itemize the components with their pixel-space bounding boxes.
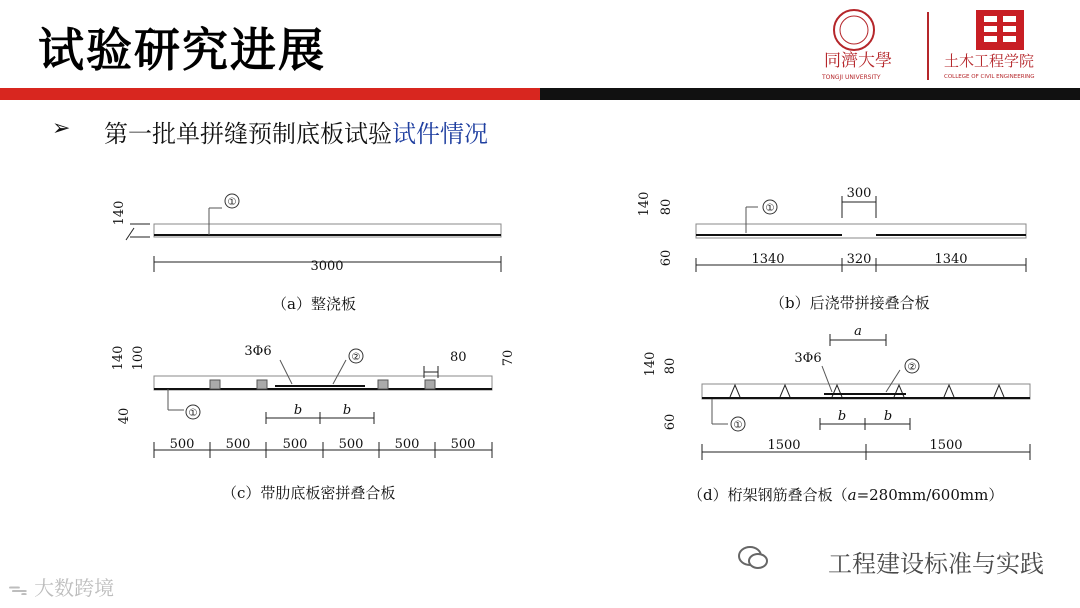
drawing-d-dim-total: 140 bbox=[643, 351, 658, 377]
drawing-c-span: 500 bbox=[394, 437, 420, 452]
caption-b: （b）后浇带拼接叠合板 bbox=[770, 294, 930, 312]
caption-d bbox=[688, 484, 1003, 505]
tongji-logo-subtext: TONGJI UNIVERSITY bbox=[822, 74, 881, 81]
drawing-c-span: 500 bbox=[338, 437, 364, 452]
caption-d-prefix: （d）桁架钢筋叠合板（ bbox=[688, 486, 848, 504]
watermark-left-icon: ᯓ bbox=[8, 576, 35, 600]
drawing-c-b2: b bbox=[342, 403, 352, 418]
drawing-b-dim-left: 1340 bbox=[751, 252, 785, 267]
drawing-b-dim-total: 140 bbox=[637, 191, 652, 217]
drawing-d-dim-right: 1500 bbox=[929, 438, 963, 453]
bullet-text-highlight: 试件情况 bbox=[392, 120, 488, 148]
drawing-d-rebar: 3Φ6 bbox=[794, 351, 822, 366]
drawing-b-dim-right: 1340 bbox=[934, 252, 968, 267]
drawing-c-span: 500 bbox=[169, 437, 195, 452]
drawing-d-dim-a: a bbox=[854, 324, 862, 339]
drawing-c-b1: b bbox=[293, 403, 303, 418]
drawing-d-dim-bottom: 60 bbox=[663, 413, 678, 431]
civil-logo-subtext: COLLEGE OF CIVIL ENGINEERING bbox=[944, 74, 1035, 80]
bullet-text-main: 第一批单拼缝预制底板试验 bbox=[104, 120, 392, 148]
watermark-left bbox=[8, 572, 114, 601]
drawing-c bbox=[111, 344, 516, 458]
drawing-b-dim-bottom: 60 bbox=[659, 249, 674, 267]
drawing-b-dim-gap: 300 bbox=[846, 186, 872, 201]
drawing-d-b1: b bbox=[837, 409, 847, 424]
drawing-a-dim-length: 3000 bbox=[310, 259, 344, 274]
caption-d-suffix: =280mm/600mm） bbox=[856, 486, 1004, 504]
drawing-d-marker1: ① bbox=[733, 420, 743, 431]
caption-c: （c）带肋底板密拼叠合板 bbox=[222, 484, 396, 502]
drawing-c-marker1: ① bbox=[188, 408, 198, 419]
watermark-right: 工程建设标准与实践 bbox=[828, 550, 1044, 578]
wechat-icon bbox=[738, 544, 768, 572]
drawing-d-marker2: ② bbox=[907, 362, 917, 373]
drawing-c-marker2: ② bbox=[351, 352, 361, 363]
drawing-c-dim-rib: 80 bbox=[450, 350, 467, 365]
drawing-c-span: 500 bbox=[225, 437, 251, 452]
drawing-d-dim-left: 1500 bbox=[767, 438, 801, 453]
drawing-b-dim-top: 80 bbox=[659, 198, 674, 216]
drawing-a-marker: ① bbox=[227, 197, 237, 208]
drawing-c-dim-right: 70 bbox=[501, 349, 516, 367]
drawing-c-rebar: 3Φ6 bbox=[244, 344, 272, 359]
drawing-c-dim-bottom: 40 bbox=[117, 407, 132, 425]
drawing-a bbox=[112, 194, 501, 274]
drawing-c-span: 500 bbox=[282, 437, 308, 452]
drawing-a-dim-thickness: 140 bbox=[112, 200, 127, 226]
drawing-c-dim-top: 100 bbox=[131, 345, 146, 371]
caption-a: （a）整浇板 bbox=[272, 295, 356, 313]
watermark-left-text: 大数跨境 bbox=[34, 576, 115, 600]
drawing-d-dim-top: 80 bbox=[663, 357, 678, 375]
tongji-logo-text: 同濟大學 bbox=[824, 51, 892, 71]
drawing-d bbox=[643, 324, 1030, 460]
drawing-b-marker: ① bbox=[765, 203, 775, 214]
drawing-d-b2: b bbox=[883, 409, 893, 424]
caption-d-var: a bbox=[847, 486, 857, 504]
page-title: 试验研究进展 bbox=[38, 23, 326, 77]
bullet-arrow-icon: ➢ bbox=[52, 116, 71, 141]
drawing-b bbox=[637, 186, 1026, 272]
drawing-c-span: 500 bbox=[450, 437, 476, 452]
civil-logo-text: 土木工程学院 bbox=[944, 52, 1035, 70]
drawing-b-dim-mid: 320 bbox=[846, 252, 872, 267]
drawing-c-dim-total: 140 bbox=[111, 345, 126, 371]
